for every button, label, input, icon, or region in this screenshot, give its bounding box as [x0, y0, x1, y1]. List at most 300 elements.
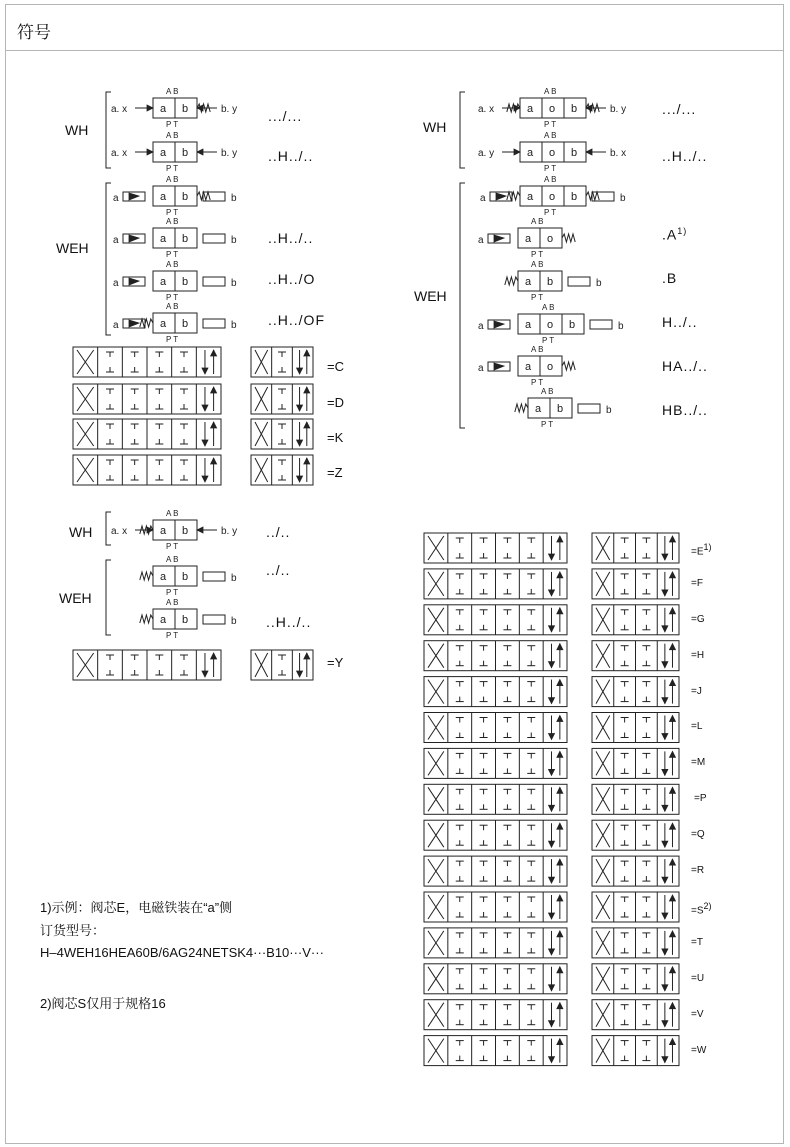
port-label-ab: A B — [531, 260, 544, 269]
arrow-head — [662, 1021, 668, 1027]
group-label-wh: WH — [65, 122, 89, 138]
arrow-head — [211, 422, 217, 428]
arrow-head — [211, 350, 217, 356]
position-label: a — [525, 319, 532, 331]
model-code: HA../.. — [662, 358, 708, 374]
spool-symbol-y — [73, 650, 221, 680]
arrow-head — [549, 590, 555, 596]
position-label: b — [182, 318, 189, 330]
port-label-ab: A B — [544, 87, 557, 96]
arrow-head — [669, 644, 675, 650]
actuator-label: b — [620, 193, 626, 204]
arrow-head — [549, 734, 555, 740]
actuator-label: b. y — [610, 104, 627, 115]
actuator-label: a — [113, 320, 119, 331]
model-code: $.A^{1)}$ — [662, 226, 688, 243]
actuator-label: a — [478, 363, 484, 374]
model-code: ..H../O — [268, 271, 316, 287]
arrow-head — [557, 572, 563, 578]
port-label-pt: P T — [542, 336, 555, 345]
actuator-label: a. x — [111, 148, 128, 159]
spool-symbol-right-1 — [424, 569, 567, 599]
spool-code: =U — [691, 973, 705, 984]
position-label: b — [182, 571, 189, 583]
solenoid — [590, 320, 612, 329]
spring-icon — [140, 572, 153, 580]
position-label: a — [535, 403, 542, 415]
solenoid — [203, 234, 225, 243]
pilot-valve-symbol — [140, 598, 237, 640]
arrow-head — [549, 913, 555, 919]
arrow-head — [304, 387, 310, 393]
pilot-valve-symbol — [478, 345, 575, 387]
arrow-head — [549, 805, 555, 811]
spool-symbol-right-short-14 — [592, 1036, 679, 1066]
position-label: b — [182, 233, 189, 245]
port-label-pt: P T — [166, 542, 179, 551]
arrow-head — [662, 590, 668, 596]
arrow-head — [557, 644, 563, 650]
port-label-pt: P T — [531, 250, 544, 259]
position-label: a — [527, 147, 534, 159]
spool-symbol-right-short-12 — [592, 964, 679, 994]
position-label: b — [182, 614, 189, 626]
port-label-ab: A B — [166, 175, 179, 184]
position-label: b — [571, 147, 578, 159]
spool-symbol-right-short-8 — [592, 820, 679, 850]
actuator-label: b — [618, 321, 624, 332]
arrow-head — [304, 350, 310, 356]
port-label-pt: P T — [531, 293, 544, 302]
position-label: a — [160, 318, 167, 330]
spool-symbol-right-short-11 — [592, 928, 679, 958]
spool-code: =K — [327, 430, 344, 445]
solenoid — [203, 615, 225, 624]
port-label-ab: A B — [541, 387, 554, 396]
pilot-valve-symbol — [478, 217, 575, 259]
group-bracket — [106, 183, 111, 335]
actuator-label: b — [596, 278, 602, 289]
arrow-head — [662, 805, 668, 811]
actuator-label: b — [231, 616, 237, 627]
port-label-pt: P T — [166, 208, 179, 217]
model-code: ../.. — [266, 524, 291, 540]
port-label-pt: P T — [541, 420, 554, 429]
actuator-label: b — [231, 193, 237, 204]
position-label: b — [571, 191, 578, 203]
spool-symbol-right-short-0 — [592, 533, 679, 563]
arrow-head — [202, 671, 208, 677]
solenoid-arrow — [494, 235, 504, 242]
solenoid-arrow — [496, 193, 506, 200]
position-label: b — [569, 319, 576, 331]
position-label: a — [525, 233, 532, 245]
arrow-head — [549, 769, 555, 775]
arrow-head — [549, 841, 555, 847]
actuator-label: b — [231, 278, 237, 289]
arrow-head — [549, 698, 555, 704]
spool-symbol-right-3 — [424, 641, 567, 671]
model-code: ..H../.. — [268, 148, 314, 164]
position-label: b — [182, 525, 189, 537]
arrow-head — [669, 680, 675, 686]
spool-symbol-right-2 — [424, 605, 567, 635]
arrow-head — [297, 440, 303, 446]
position-label: o — [549, 103, 556, 115]
spool-symbol-right-7 — [424, 784, 567, 814]
solenoid — [203, 277, 225, 286]
position-label: o — [547, 319, 554, 331]
arrow-head — [662, 734, 668, 740]
arrow-head — [304, 458, 310, 464]
footnote-1-order-label: 订货型号： — [40, 923, 106, 938]
actuator-label: a — [480, 193, 486, 204]
port-label-pt: P T — [531, 378, 544, 387]
port-label-ab: A B — [166, 509, 179, 518]
spool-symbol-right-12 — [424, 964, 567, 994]
pilot-valve-symbol — [515, 387, 612, 429]
position-label: b — [571, 103, 578, 115]
model-code: ../.. — [266, 562, 291, 578]
actuator-label: a — [478, 235, 484, 246]
spring-icon — [562, 362, 575, 370]
arrow-head — [662, 1057, 668, 1063]
arrow-head — [557, 608, 563, 614]
port-label-ab: A B — [166, 302, 179, 311]
actuator-label: b. y — [221, 148, 238, 159]
actuator-label: a — [113, 278, 119, 289]
pilot-valve-symbol — [113, 260, 237, 302]
arrow-head — [549, 949, 555, 955]
arrow-head — [549, 626, 555, 632]
arrow-head — [549, 554, 555, 560]
port-label-ab: A B — [166, 87, 179, 96]
arrow-head — [549, 662, 555, 668]
arrow-head — [669, 859, 675, 865]
spring-icon — [507, 192, 520, 200]
port-label-ab: A B — [166, 260, 179, 269]
pilot-valve-symbol — [111, 509, 237, 551]
spool-symbol-right-8 — [424, 820, 567, 850]
group-label-weh: WEH — [59, 590, 92, 606]
actuator-label: b — [231, 235, 237, 246]
spool-code: =Z — [327, 465, 343, 480]
solenoid — [203, 319, 225, 328]
solenoid — [578, 404, 600, 413]
spool-symbol-3 — [73, 455, 221, 485]
arrow-head — [211, 458, 217, 464]
spool-code: =W — [691, 1045, 707, 1056]
port-label-ab: A B — [166, 555, 179, 564]
actuator-label: a. y — [478, 148, 495, 159]
arrow-head — [662, 985, 668, 991]
arrow-head — [147, 105, 153, 111]
arrow-head — [304, 653, 310, 659]
spool-code: =T — [691, 937, 703, 948]
arrow-head — [662, 698, 668, 704]
port-label-pt: P T — [166, 164, 179, 173]
spring-icon — [197, 192, 210, 200]
spool-code: =F — [691, 578, 703, 589]
arrow-head — [297, 405, 303, 411]
arrow-head — [557, 680, 563, 686]
arrow-head — [662, 877, 668, 883]
pilot-valve-symbol — [478, 303, 624, 345]
spool-symbol-right-4 — [424, 677, 567, 707]
model-code: HB../.. — [662, 402, 708, 418]
spool-symbol-right-11 — [424, 928, 567, 958]
arrow-head — [662, 769, 668, 775]
actuator-label: b. x — [610, 148, 627, 159]
position-label: a — [160, 191, 167, 203]
port-label-ab: A B — [542, 303, 555, 312]
arrow-head — [557, 1003, 563, 1009]
arrow-head — [662, 841, 668, 847]
spring-icon — [562, 234, 575, 242]
spool-symbol-right-5 — [424, 713, 567, 743]
arrow-head — [211, 653, 217, 659]
port-label-ab: A B — [531, 217, 544, 226]
arrow-head — [669, 787, 675, 793]
model-code: ..H../.. — [662, 148, 708, 164]
port-label-pt: P T — [544, 120, 557, 129]
arrow-head — [669, 536, 675, 542]
position-label: b — [557, 403, 564, 415]
spool-symbol-right-short-3 — [592, 641, 679, 671]
pilot-valve-symbol — [480, 175, 626, 217]
arrow-head — [202, 440, 208, 446]
arrow-head — [662, 662, 668, 668]
model-code: .../... — [268, 108, 303, 124]
spool-code: =D — [327, 395, 344, 410]
port-label-ab: A B — [166, 217, 179, 226]
arrow-head — [669, 1003, 675, 1009]
pilot-valve-symbol — [113, 217, 237, 259]
spool-symbol-short-2 — [251, 419, 313, 449]
arrow-head — [669, 716, 675, 722]
group-label-weh: WEH — [56, 240, 89, 256]
arrow-head — [147, 149, 153, 155]
solenoid-arrow — [129, 320, 139, 327]
group-label-wh: WH — [69, 524, 93, 540]
spool-symbol-right-short-5 — [592, 713, 679, 743]
arrow-head — [211, 387, 217, 393]
arrow-head — [549, 985, 555, 991]
spool-symbol-short-3 — [251, 455, 313, 485]
pilot-valve-symbol — [140, 555, 237, 597]
position-label: a — [160, 276, 167, 288]
port-label-pt: P T — [166, 293, 179, 302]
spool-code: =R — [691, 865, 705, 876]
pilot-valve-symbol — [111, 131, 237, 173]
arrow-head — [669, 751, 675, 757]
solenoid-arrow — [129, 235, 139, 242]
arrow-head — [197, 149, 203, 155]
group-bracket — [460, 183, 465, 428]
arrow-head — [662, 554, 668, 560]
arrow-head — [202, 476, 208, 482]
arrow-head — [669, 608, 675, 614]
actuator-label: b — [231, 320, 237, 331]
position-label: a — [160, 233, 167, 245]
arrow-head — [662, 913, 668, 919]
port-label-ab: A B — [544, 131, 557, 140]
model-code: ..H../.. — [268, 230, 314, 246]
port-label-ab: A B — [531, 345, 544, 354]
spool-symbol-right-short-13 — [592, 1000, 679, 1030]
model-code: ..H../.. — [266, 614, 312, 630]
pilot-valve-symbol — [111, 87, 237, 129]
arrow-head — [669, 895, 675, 901]
arrow-head — [557, 716, 563, 722]
port-label-pt: P T — [166, 631, 179, 640]
port-label-pt: P T — [544, 164, 557, 173]
footnote-2: 2)阀芯S仅用于规格16 — [40, 996, 166, 1011]
spring-icon — [505, 277, 518, 285]
spool-code: =J — [691, 686, 702, 697]
model-code: .../... — [662, 101, 697, 117]
arrow-head — [669, 1039, 675, 1045]
model-code: ..H../OF — [268, 312, 325, 328]
arrow-head — [197, 527, 203, 533]
spool-symbol-right-short-7 — [592, 784, 679, 814]
section-title: 符号 — [17, 23, 51, 42]
group-label-weh: WEH — [414, 288, 447, 304]
spool-symbol-2 — [73, 419, 221, 449]
position-label: b — [547, 276, 554, 288]
spool-symbol-right-13 — [424, 1000, 567, 1030]
position-label: b — [182, 276, 189, 288]
spool-symbol-right-short-2 — [592, 605, 679, 635]
arrow-head — [549, 1057, 555, 1063]
position-label: a — [160, 147, 167, 159]
actuator-label: a — [113, 193, 119, 204]
actuator-label: b — [606, 405, 612, 416]
group-bracket — [460, 92, 465, 168]
spool-symbol-y-short — [251, 650, 313, 680]
spool-code: =V — [691, 1009, 704, 1020]
spool-code: =M — [691, 757, 706, 768]
port-label-pt: P T — [166, 120, 179, 129]
spool-symbol-short-0 — [251, 347, 313, 377]
spool-code: =L — [691, 721, 703, 732]
arrow-head — [557, 859, 563, 865]
spool-symbol-right-short-4 — [592, 677, 679, 707]
position-label: o — [549, 191, 556, 203]
position-label: a — [527, 191, 534, 203]
position-label: o — [549, 147, 556, 159]
position-label: a — [525, 361, 532, 373]
position-label: b — [182, 191, 189, 203]
spring-icon — [140, 615, 153, 623]
pilot-valve-symbol — [113, 302, 237, 344]
solenoid-arrow — [129, 278, 139, 285]
position-label: o — [547, 361, 554, 373]
arrow-head — [662, 949, 668, 955]
arrow-head — [549, 1021, 555, 1027]
port-label-ab: A B — [166, 598, 179, 607]
spool-code: $=S^{2)}$ — [691, 901, 712, 917]
arrow-head — [297, 671, 303, 677]
solenoid-arrow — [494, 321, 504, 328]
arrow-head — [662, 626, 668, 632]
spool-symbol-right-short-1 — [592, 569, 679, 599]
position-label: b — [182, 103, 189, 115]
position-label: o — [547, 233, 554, 245]
arrow-head — [202, 368, 208, 374]
arrow-head — [297, 476, 303, 482]
position-label: a — [525, 276, 532, 288]
solenoid — [203, 572, 225, 581]
spring-icon — [586, 192, 599, 200]
footnote-1: 1)示例：阀芯E，电磁铁装在“a”侧 — [40, 900, 233, 915]
port-label-pt: P T — [166, 588, 179, 597]
spool-symbol-short-1 — [251, 384, 313, 414]
pilot-valve-symbol — [478, 87, 626, 129]
model-code: .B — [662, 270, 678, 286]
arrow-head — [202, 405, 208, 411]
spool-symbol-right-9 — [424, 856, 567, 886]
actuator-label: a — [478, 321, 484, 332]
actuator-label: a. x — [111, 104, 128, 115]
footnote-1-order-code: H–4WEH16HEA60B/6AG24NETSK4···B10···V··· — [40, 945, 324, 960]
arrow-head — [669, 823, 675, 829]
pilot-valve-symbol — [478, 131, 626, 173]
spool-symbol-right-short-10 — [592, 892, 679, 922]
position-label: a — [160, 103, 167, 115]
position-label: b — [182, 147, 189, 159]
spool-code: =C — [327, 359, 344, 374]
actuator-label: b. y — [221, 104, 238, 115]
arrow-head — [557, 931, 563, 937]
arrow-head — [557, 787, 563, 793]
arrow-head — [557, 1039, 563, 1045]
position-label: a — [160, 571, 167, 583]
position-label: a — [527, 103, 534, 115]
arrow-head — [669, 572, 675, 578]
spool-code: =Q — [691, 829, 705, 840]
spool-symbol-right-short-6 — [592, 748, 679, 778]
spool-code: =H — [691, 650, 705, 661]
actuator-label: b — [231, 573, 237, 584]
arrow-head — [669, 931, 675, 937]
spool-symbol-right-14 — [424, 1036, 567, 1066]
arrow-head — [557, 895, 563, 901]
group-bracket — [106, 560, 111, 635]
arrow-head — [549, 877, 555, 883]
spool-symbol-right-0 — [424, 533, 567, 563]
arrow-head — [586, 149, 592, 155]
solenoid-arrow — [494, 363, 504, 370]
arrow-head — [557, 967, 563, 973]
spool-code: $=E^{1)}$ — [691, 542, 712, 558]
actuator-label: b. y — [221, 526, 238, 537]
position-label: a — [160, 614, 167, 626]
spool-code: =Y — [327, 655, 344, 670]
group-label-wh: WH — [423, 119, 447, 135]
arrow-head — [297, 368, 303, 374]
solenoid — [568, 277, 590, 286]
actuator-label: a — [113, 235, 119, 246]
spring-icon — [515, 404, 528, 412]
arrow-head — [557, 751, 563, 757]
spool-symbol-right-6 — [424, 748, 567, 778]
arrow-head — [669, 967, 675, 973]
solenoid-arrow — [129, 193, 139, 200]
arrow-head — [304, 422, 310, 428]
port-label-ab: A B — [166, 131, 179, 140]
arrow-head — [514, 149, 520, 155]
